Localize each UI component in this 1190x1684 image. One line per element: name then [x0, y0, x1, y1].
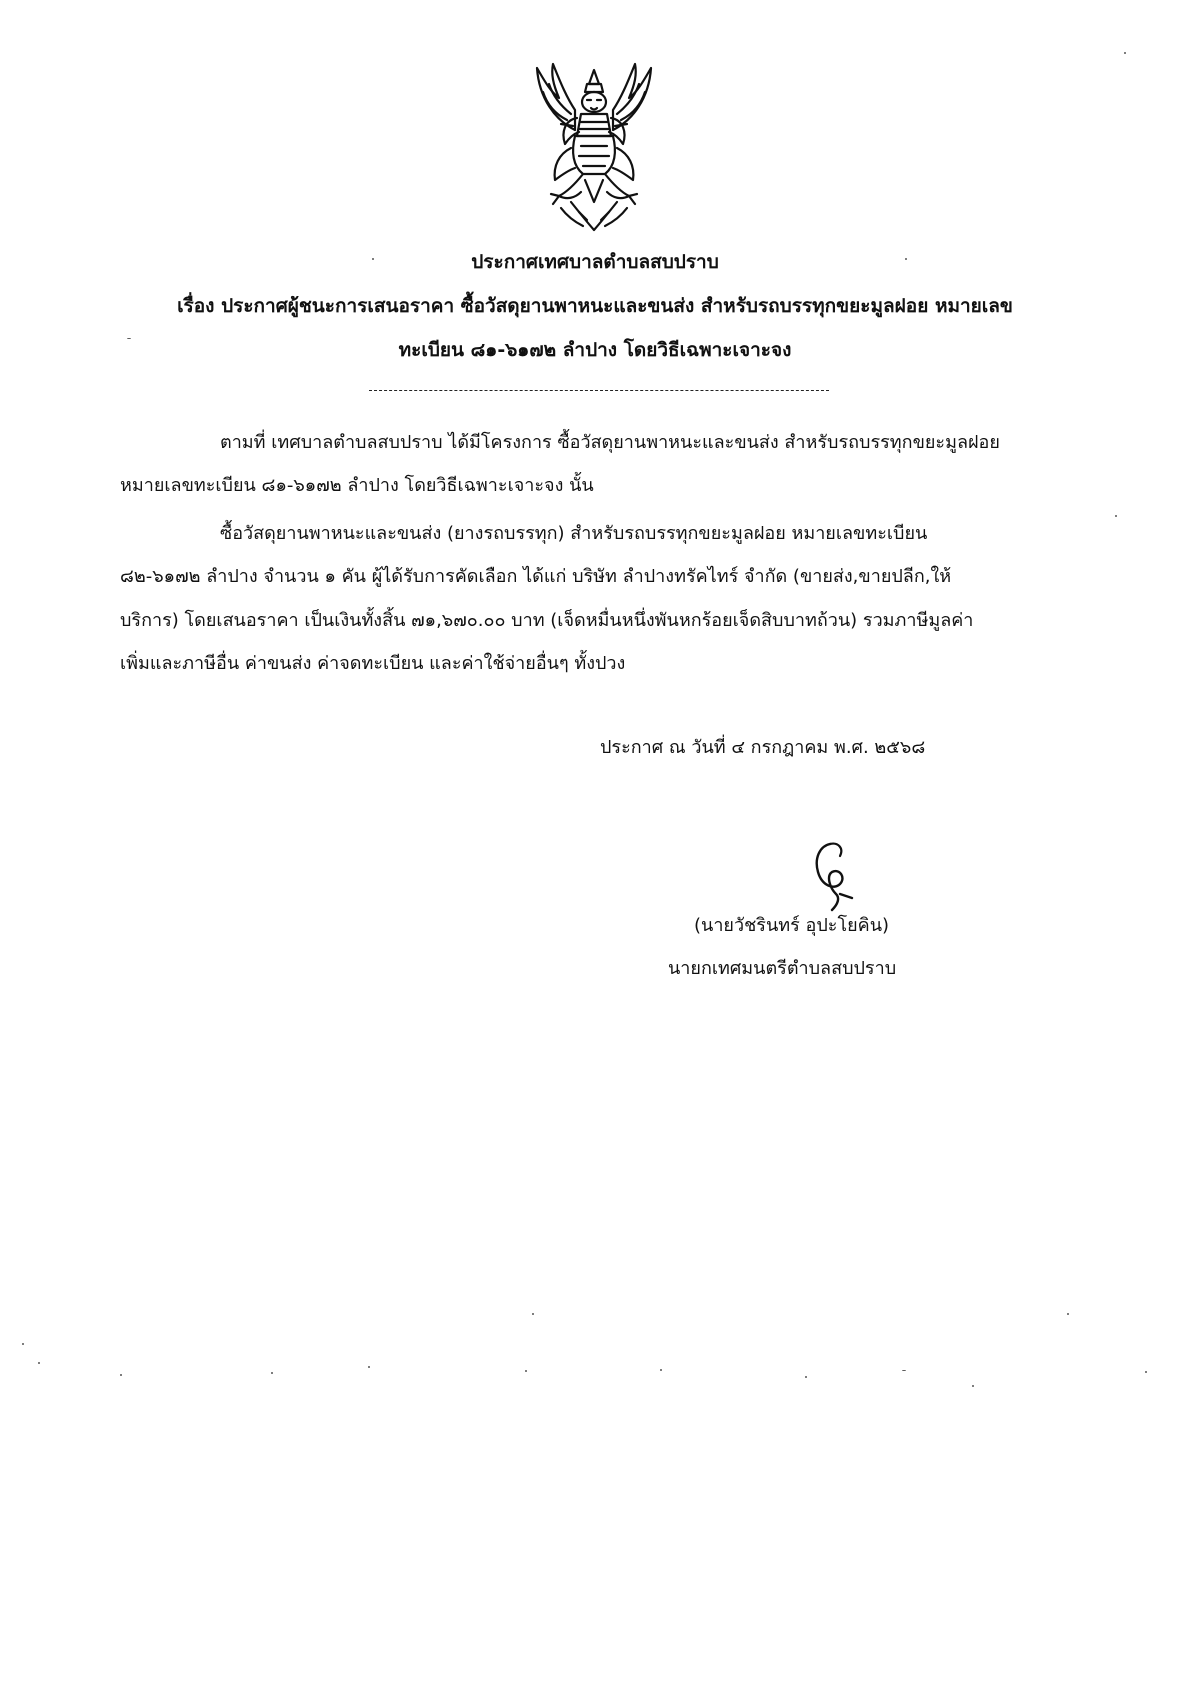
handwritten-signature	[800, 838, 860, 914]
scan-speck	[368, 1366, 370, 1368]
scan-speck	[1067, 1313, 1069, 1315]
signer-name: (นายวัชรินทร์ อุปะโยคิน)	[694, 915, 890, 936]
scan-speck	[805, 1376, 807, 1378]
scan-speck	[22, 1343, 24, 1345]
paragraph-2-line-3: บริการ) โดยเสนอราคา เป็นเงินทั้งสิ้น ๗๑,๖๗๐.๐๐ บาท (เจ็ดหมื่นหนึ่งพันหกร้อยเจ็ดสิบบาทถ้วน) รวมภาษีมูลค่า	[120, 610, 974, 631]
paragraph-2-line-2: ๘๒-๖๑๗๒ ลำปาง จำนวน ๑ คัน ผู้ได้รับการคัดเลือก ได้แก่ บริษัท ลำปางทรัคไทร์ จำกัด (ขายส่ง,ขายปลีก,ให้	[120, 566, 952, 587]
paragraph-2-line-1: ซื้อวัสดุยานพาหนะและขนส่ง (ยางรถบรรทุก) สำหรับรถบรรทุกขยะมูลฝอย หมายเลขทะเบียน	[220, 523, 928, 544]
scan-speck	[127, 338, 131, 339]
signer-title: นายกเทศมนตรีตำบลสบปราบ	[668, 958, 897, 979]
scan-speck	[905, 258, 907, 260]
scan-speck	[972, 1385, 974, 1387]
paragraph-2-line-4: เพิ่มและภาษีอื่น ค่าขนส่ง ค่าจดทะเบียน และค่าใช้จ่ายอื่นๆ ทั้งปวง	[120, 653, 626, 674]
announcement-subject-line-2: ทะเบียน ๘๑-๖๑๗๒ ลำปาง โดยวิธีเฉพาะเจาะจง	[398, 339, 792, 361]
scan-speck	[38, 1362, 40, 1364]
scan-speck	[1115, 515, 1117, 517]
scan-speck	[120, 1374, 122, 1376]
scan-speck	[532, 1313, 534, 1315]
paragraph-1-line-2: หมายเลขทะเบียน ๘๑-๖๑๗๒ ลำปาง โดยวิธีเฉพาะเจาะจง นั้น	[120, 475, 594, 496]
scan-speck	[1124, 52, 1126, 54]
paragraph-1-line-1: ตามที่ เทศบาลตำบลสบปราบ ได้มีโครงการ ซื้อวัสดุยานพาหนะและขนส่ง สำหรับรถบรรทุกขยะมูลฝอย	[220, 432, 1000, 453]
scan-speck	[1145, 1371, 1147, 1373]
dashed-divider	[369, 390, 829, 391]
scan-speck	[525, 1370, 527, 1372]
announcement-title: ประกาศเทศบาลตำบลสบปราบ	[471, 251, 719, 273]
garuda-emblem-icon	[531, 62, 657, 234]
announcement-subject-line-1: เรื่อง ประกาศผู้ชนะการเสนอราคา ซื้อวัสดุยานพาหนะและขนส่ง สำหรับรถบรรทุกขยะมูลฝอย หมายเลข	[177, 295, 1013, 317]
scan-speck	[660, 1369, 662, 1371]
scan-speck	[902, 1370, 906, 1371]
scan-speck	[372, 258, 374, 260]
scan-speck	[271, 1372, 273, 1374]
announcement-date: ประกาศ ณ วันที่ ๔ กรกฎาคม พ.ศ. ๒๕๖๘	[600, 737, 926, 758]
